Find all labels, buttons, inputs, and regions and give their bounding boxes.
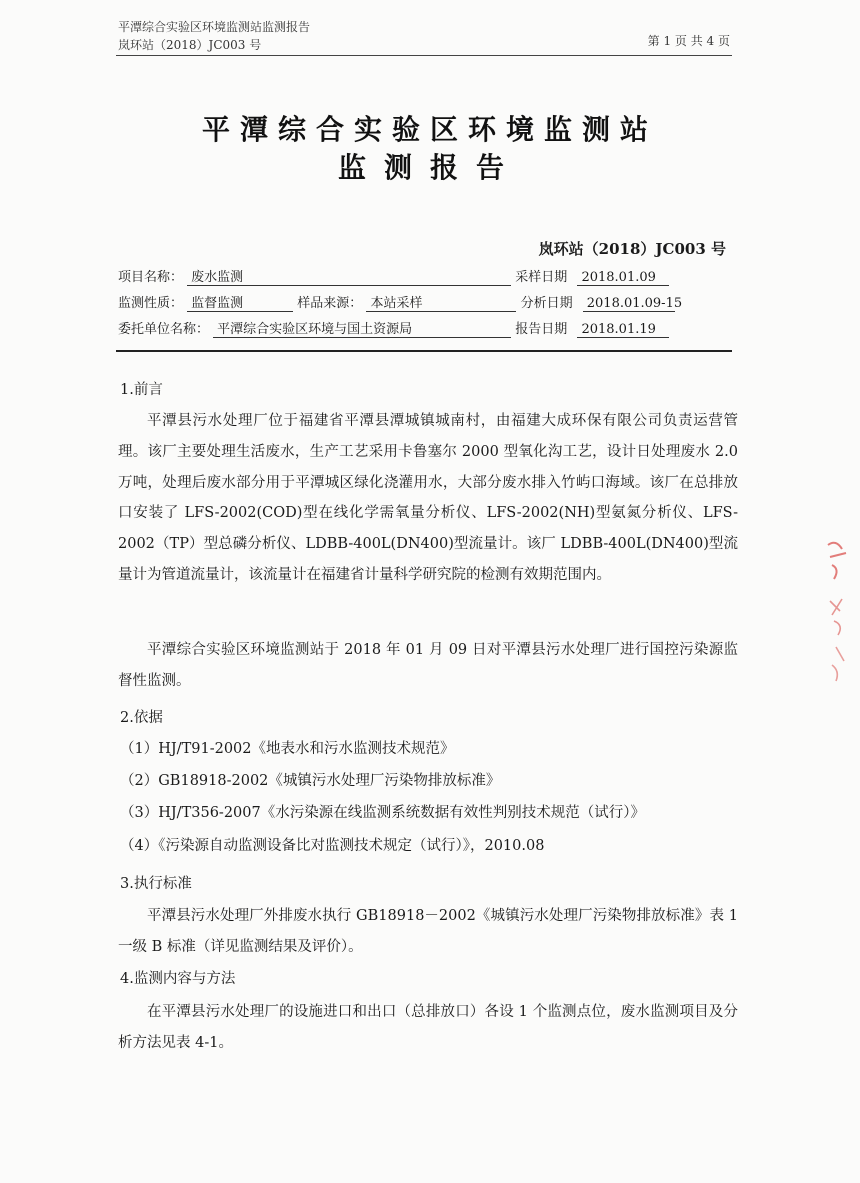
report-date-value: 2018.01.19 bbox=[577, 322, 669, 338]
page-indicator: 第 1 页 共 4 页 bbox=[647, 34, 730, 48]
project-value: 废水监测 bbox=[187, 266, 511, 286]
section-1-paragraph-2: 平潭综合实验区环境监测站于 2018 年 01 月 09 日对平潭县污水处理厂进行国控污染源监督性监测。 bbox=[118, 642, 738, 689]
reference-item: （2）GB18918-2002《城镇污水处理厂污染物排放标准》 bbox=[120, 773, 501, 789]
meta-row-nature bbox=[118, 292, 683, 312]
source-label: 样品来源： bbox=[297, 296, 363, 311]
seal-stamp-edge bbox=[822, 535, 852, 695]
section-3-paragraph: 平潭县污水处理厂外排废水执行 GB18918－2002《城镇污水处理厂污染物排放标准》表 1 一级 B 标准（详见监测结果及评价）。 bbox=[118, 908, 738, 955]
project-label: 项目名称： bbox=[118, 270, 184, 285]
report-title-line1: 平潭综合实验区环境监测站 bbox=[201, 113, 658, 146]
section-1-title: 1.前言 bbox=[120, 382, 163, 398]
section-1-paragraph-1: 平潭县污水处理厂位于福建省平潭县潭城镇城南村，由福建大成环保有限公司负责运营管理。该厂主要处理生活废水，生产工艺采用卡鲁塞尔 2000 型氧化沟工艺，设计日处理废水 2.0 万吨，处理后废水部分用于平潭城区绿化浇灌用水，大部分废水排入竹屿口海域。该厂在总排放口安装了 LFS-2002(COD)型在线化学需氧量分析仪、LFS-2002(NH)型氨氮分析仪、LFS-2002（TP）型总磷分析仪、LDBB-400L(DN400)型流量计。该厂 LDBB-400L(DN400)型流量计为管道流量计，该流量计在福建省计量科学研究院的检测有效期范围内。 bbox=[118, 413, 738, 583]
running-header bbox=[118, 18, 310, 54]
meta-divider bbox=[116, 350, 732, 352]
analysis-date-label: 分析日期 bbox=[520, 296, 573, 311]
source-value: 本站采样 bbox=[366, 292, 516, 312]
client-label: 委托单位名称： bbox=[118, 322, 210, 337]
reference-item: （3）HJ/T356-2007《水污染源在线监测系统数据有效性判别技术规范（试行）》 bbox=[120, 805, 645, 821]
meta-row-client bbox=[118, 318, 669, 338]
client-value: 平潭综合实验区环境与国土资源局 bbox=[213, 318, 511, 338]
section-3-title: 3.执行标准 bbox=[120, 876, 192, 892]
section-4-title: 4.监测内容与方法 bbox=[120, 971, 236, 987]
section-4-paragraph: 在平潭县污水处理厂的设施进口和出口（总排放口）各设 1 个监测点位，废水监测项目及分析方法见表 4-1。 bbox=[118, 1004, 738, 1051]
reference-item: （1）HJ/T91-2002《地表水和污水监测技术规范》 bbox=[120, 741, 455, 757]
nature-value: 监督监测 bbox=[187, 292, 293, 312]
section-2-title: 2.依据 bbox=[120, 710, 163, 726]
report-number: 岚环站（2018）JC003 号 bbox=[538, 240, 726, 258]
sample-date-label: 采样日期 bbox=[515, 270, 568, 285]
meta-row-project bbox=[118, 266, 669, 286]
report-title-line2: 监测报告 bbox=[337, 151, 522, 184]
sample-date-value: 2018.01.09 bbox=[577, 270, 669, 286]
analysis-date-value: 2018.01.09-15 bbox=[583, 296, 675, 312]
header-report-code: 岚环站（2018）JC003 号 bbox=[118, 38, 262, 52]
nature-label: 监测性质： bbox=[118, 296, 184, 311]
reference-item: （4）《污染源自动监测设备比对监测技术规定（试行）》，2010.08 bbox=[120, 838, 545, 854]
header-title: 平潭综合实验区环境监测站监测报告 bbox=[118, 20, 311, 34]
report-date-label: 报告日期 bbox=[515, 322, 568, 337]
header-divider bbox=[116, 55, 732, 56]
